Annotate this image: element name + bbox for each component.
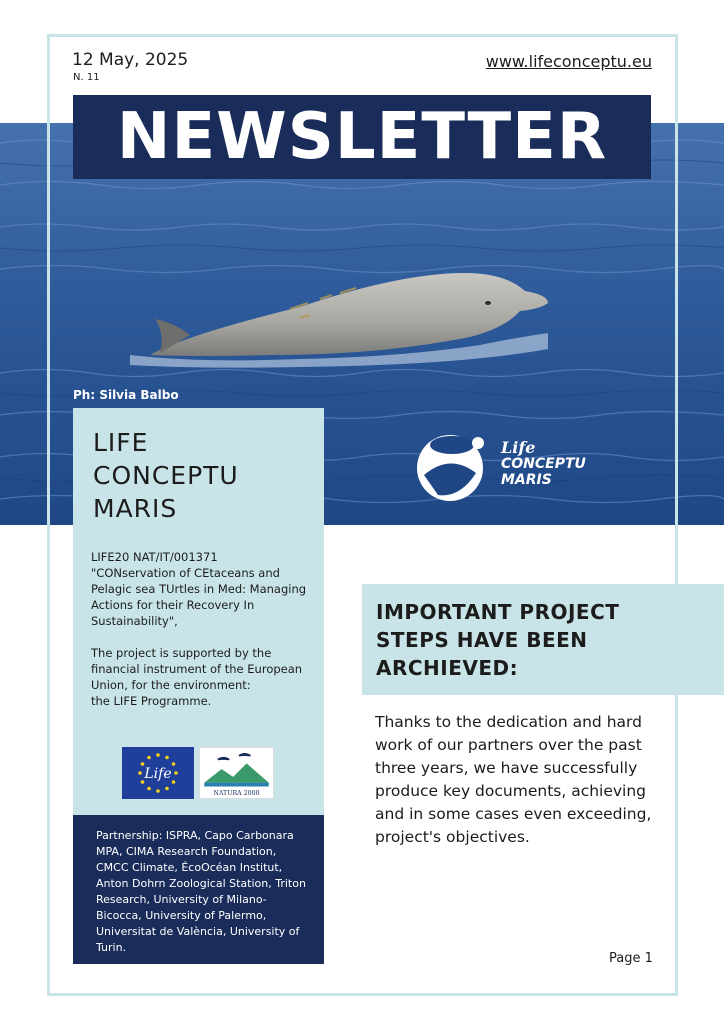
issue-date: 12 May, 2025: [72, 50, 189, 70]
brand-logo-line1: CONCEPTU: [501, 456, 586, 472]
natura-2000-logo-text: NATURA 2000: [213, 790, 260, 798]
project-funding: [91, 645, 313, 709]
eu-life-logo-text: Life: [144, 766, 172, 782]
brand-logo-line2: MARIS: [501, 472, 552, 488]
project-description: [91, 549, 313, 725]
natura-2000-logo: [199, 747, 274, 799]
project-title-line: CONCEPTU: [93, 461, 239, 490]
website-link[interactable]: www.lifeconceptu.eu: [485, 52, 652, 71]
project-code: LIFE20 NAT/IT/001371: [91, 550, 218, 564]
project-title: [93, 426, 313, 525]
project-code-and-name: [91, 549, 313, 629]
page-number: Page 1: [609, 951, 653, 966]
project-title-line: MARIS: [93, 494, 178, 523]
project-programme: the LIFE Programme.: [91, 694, 212, 708]
eu-life-logo: [122, 747, 194, 799]
funding-logos: [122, 747, 274, 801]
partnership-text: Partnership: ISPRA, Capo Carbonara MPA, CIMA Research Foundation, CMCC Climate, ÉcoOcéan Institut, Anton Dohrn Zoological Station, Triton Research, University of Milano-Bicocca, University of Palermo, Universitat de València, University of Turin.: [96, 829, 306, 954]
masthead-title: NEWSLETTER: [116, 100, 608, 174]
project-support: The project is supported by the financial instrument of the European Union, for the environment:: [91, 646, 303, 692]
brand-logo: [413, 432, 613, 504]
project-full-name: "CONservation of CEtaceans and Pelagic sea TUrtles in Med: Managing Actions for their Recovery In Sustainability",: [91, 566, 307, 628]
article-heading: IMPORTANT PROJECT STEPS HAVE BEEN ARCHIEVED:: [376, 600, 620, 680]
masthead-banner: [73, 95, 651, 179]
partnership-panel: [73, 815, 324, 964]
brand-logo-text: [501, 440, 586, 488]
issue-number: N. 11: [73, 72, 100, 83]
photo-credit: Ph: Silvia Balbo: [73, 388, 179, 402]
article-heading-box: [362, 584, 724, 695]
project-info-panel: [73, 408, 324, 815]
project-title-line: LIFE: [93, 428, 149, 457]
article-body: Thanks to the dedication and hard work of our partners over the past three years, we have successfully produce key documents, achieving and in some cases even exceeding, project's objectives.: [375, 713, 652, 846]
brand-logo-life: Life: [501, 438, 536, 457]
